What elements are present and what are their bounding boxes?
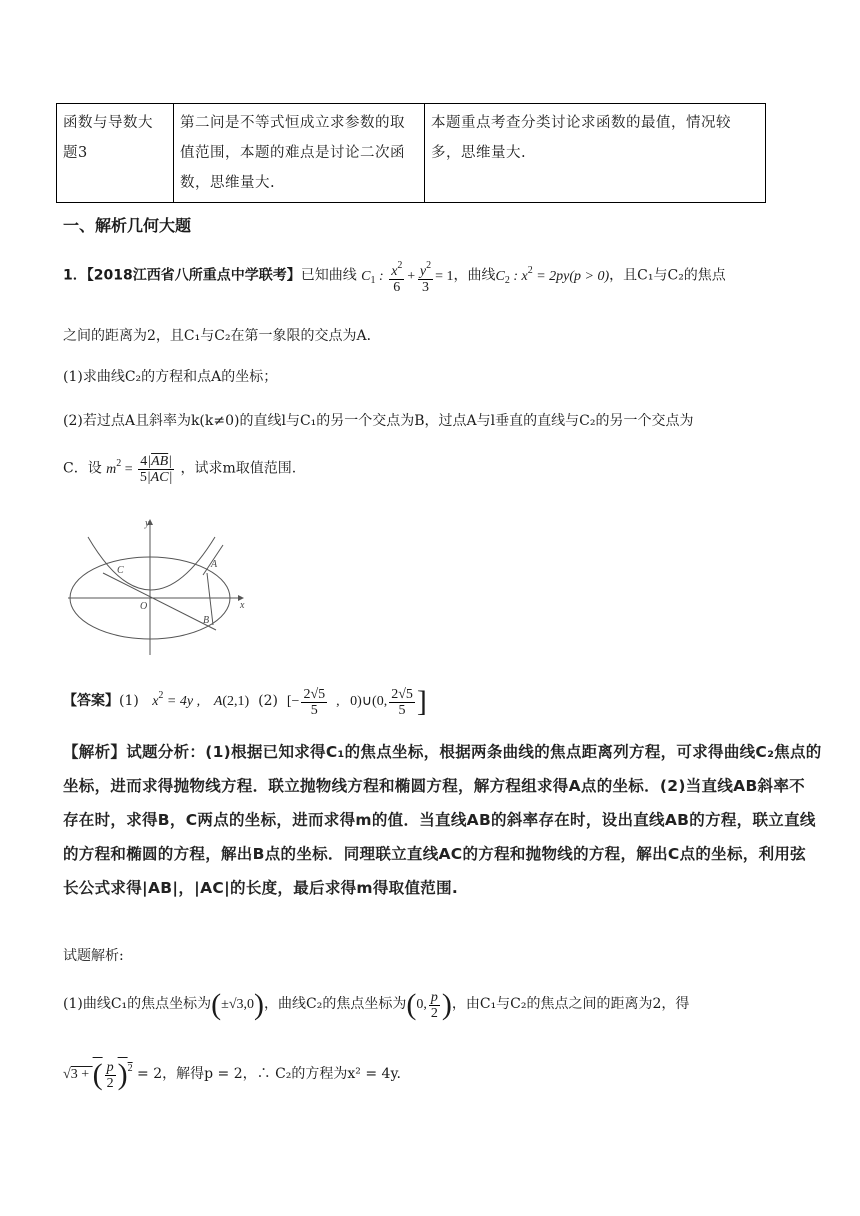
problem-part-2b: C．设 $m^2$ = $\frac{4|\overline{AB}|}{5|\overline{AC}|}$ ，试求m取值范围. <box>63 454 297 485</box>
table-cell-comment: 本题重点考查分类讨论求函数的最值，情况较多，思维量大. <box>425 104 766 203</box>
label-b: B <box>203 615 210 626</box>
label-y: y <box>145 518 150 529</box>
section-title: 一、解析几何大题 <box>63 216 192 235</box>
label-a: A <box>211 559 218 570</box>
problem-mid: ，曲线 <box>453 267 496 284</box>
solution-heading: 试题解析: <box>63 948 124 964</box>
problem-part-2: (2)若过点A且斜率为k(k≠0)的直线l与C₁的另一个交点为B，过点A与l垂直的直线与C₂的另一个交点为 <box>63 413 694 429</box>
summary-table <box>56 103 766 203</box>
c2-equation: $C_2$ : $x^2 = 2py(p > 0)$ <box>495 264 610 286</box>
answer-part-2: [− $\frac{2√5}{5}$ , 0)∪(0, $\frac{2√5}{5}$ ] <box>286 685 427 718</box>
table-cell-topic: 函数与导数大题3 <box>57 104 174 203</box>
label-origin: O <box>140 601 148 612</box>
solution-line-2: √3 + ( $\frac{p}{2}$ )$^2$ = 2，解得p = 2，∴ C₂的方程为x² = 4y. <box>63 1058 401 1091</box>
analysis-line: 坐标，进而求得抛物线方程．联立抛物线方程和椭圆方程，解方程组求得A点的坐标．(2)当直线AB斜率不 <box>63 777 805 795</box>
problem-figure <box>63 515 248 660</box>
problem-part-1: (1)求曲线C₂的方程和点A的坐标； <box>63 369 278 385</box>
analysis-line: 的方程和椭圆的方程，解出B点的坐标．同理联立直线AC的方程和抛物线的方程，解出C点的坐标，利用弦 <box>63 845 806 863</box>
answer-label: 【答案】 <box>63 693 119 710</box>
problem-number: 1． <box>63 267 87 284</box>
analysis-block <box>63 735 823 905</box>
label-c: C <box>117 565 124 576</box>
solution-line-1: (1)曲线C₁的焦点坐标为(±√3,0)，曲线C₂的焦点坐标为(0, $\frac{p}{2}$ )，由C₁与C₂的焦点之间的距离为2，得 <box>63 988 690 1021</box>
problem-source: 【2018江西省八所重点中学联考】 <box>86 267 301 284</box>
analysis-line: 存在时，求得B，C两点的坐标，进而求得m的值．当直线AB的斜率存在时，设出直线AB的方程，联立直线 <box>63 811 816 829</box>
problem-line-2: 之间的距离为2，且C₁与C₂在第一象限的交点为A． <box>63 328 381 344</box>
analysis-line: 【解析】试题分析：(1)根据已知求得C₁的焦点坐标，根据两条曲线的焦点距离列方程，可求得曲线C₂焦点的 <box>63 743 822 761</box>
problem-line-1 <box>63 258 726 295</box>
c1-equation: $C_1$ : $\frac{x^2}{6}$ + $\frac{y^2}{3}$ = 1 <box>361 260 454 295</box>
m-squared-equation: $m^2$ = $\frac{4|\overline{AB}|}{5|\overline{AC}|}$ <box>106 454 173 485</box>
table-row <box>57 104 766 203</box>
analysis-line: 长公式求得|AB|，|AC|的长度，最后求得m得取值范围. <box>63 879 459 897</box>
table-cell-difficulty: 第二问是不等式恒成立求参数的取值范围，本题的难点是讨论二次函数，思维量大. <box>174 104 425 203</box>
problem-tail: ，且C₁与C₂的焦点 <box>609 267 726 284</box>
answer-line: 【答案】(1) $x^2 = 4y$ , A(2,1) (2) [− $\frac{2√5}{5}$ , 0)∪(0, $\frac{2√5}{5}$ ] <box>63 685 427 718</box>
problem-intro: 已知曲线 <box>300 267 357 284</box>
label-x: x <box>240 600 245 611</box>
answer-part-1: $x^2 = 4y$ , A(2,1) <box>152 690 250 710</box>
